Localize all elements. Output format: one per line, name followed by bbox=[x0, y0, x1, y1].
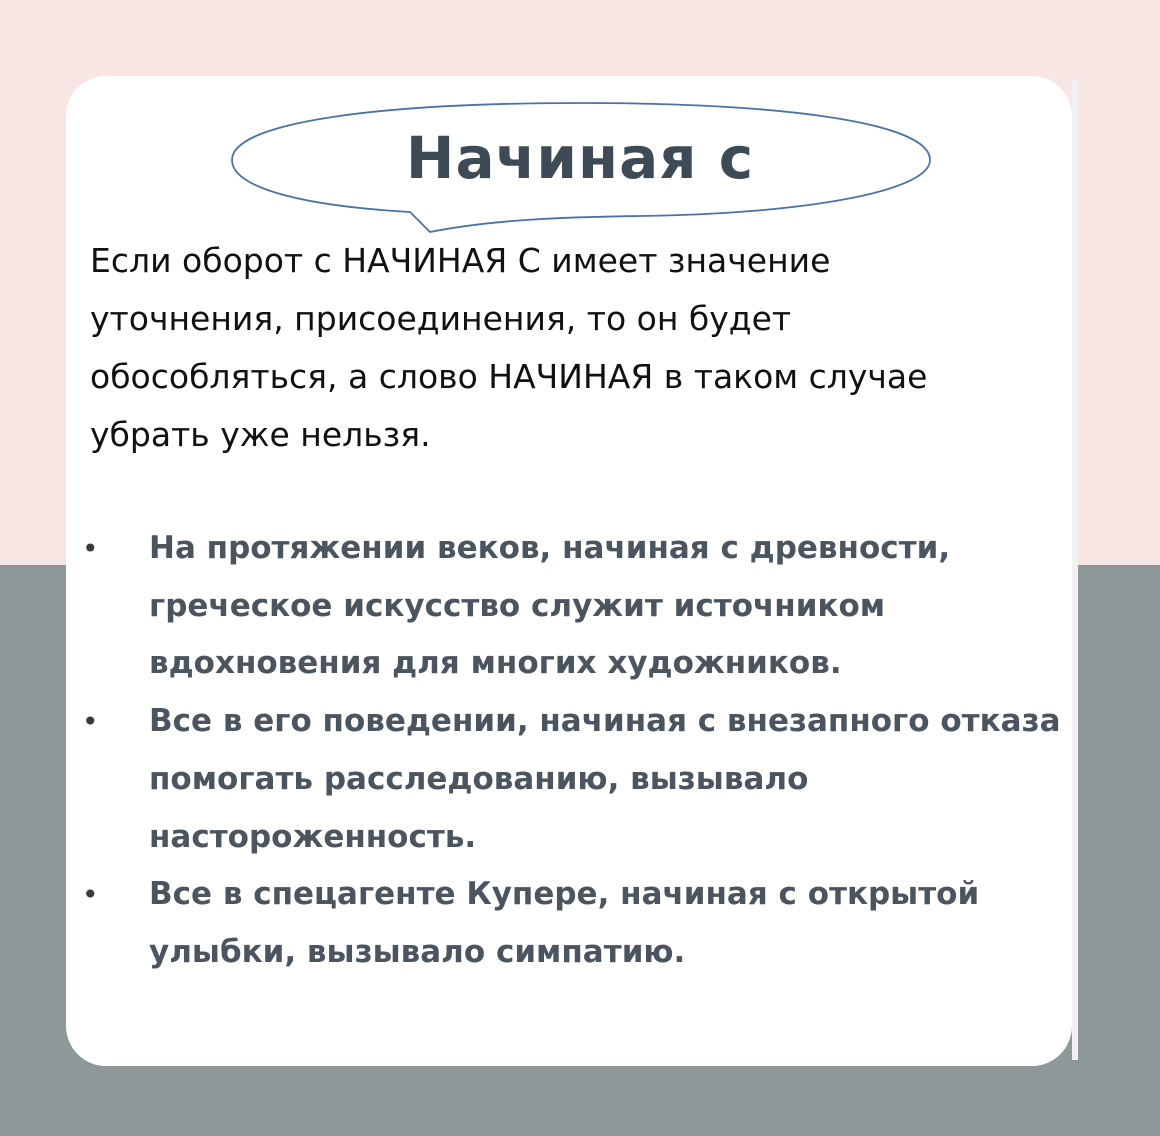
bullet-icon: • bbox=[82, 878, 99, 912]
bullet-icon: • bbox=[82, 705, 99, 739]
list-item bbox=[82, 866, 1072, 981]
example-text: На протяжении веков, начиная с древности, греческое искусство служит источником вдохновения для многих художников. bbox=[149, 530, 951, 682]
bullet-icon: • bbox=[82, 532, 99, 565]
intro-paragraph: Если оборот с НАЧИНАЯ С имеет значение уточнения, присоединения, то он будет обособляться, а слово НАЧИНАЯ в таком случае убрать уже нельзя. bbox=[90, 241, 928, 454]
list-item bbox=[82, 520, 1072, 693]
example-text: Все в спецагенте Купере, начиная с открытой улыбки, вызывало симпатию. bbox=[149, 876, 980, 970]
example-text: Все в его поведении, начиная с внезапного отказа помогать расследованию, вызывало настороженность. bbox=[149, 703, 1061, 855]
page-title: Начиная с bbox=[405, 124, 755, 192]
card-shadow-edge bbox=[1072, 80, 1078, 1060]
list-item bbox=[82, 693, 1072, 866]
example-list bbox=[82, 520, 1072, 982]
